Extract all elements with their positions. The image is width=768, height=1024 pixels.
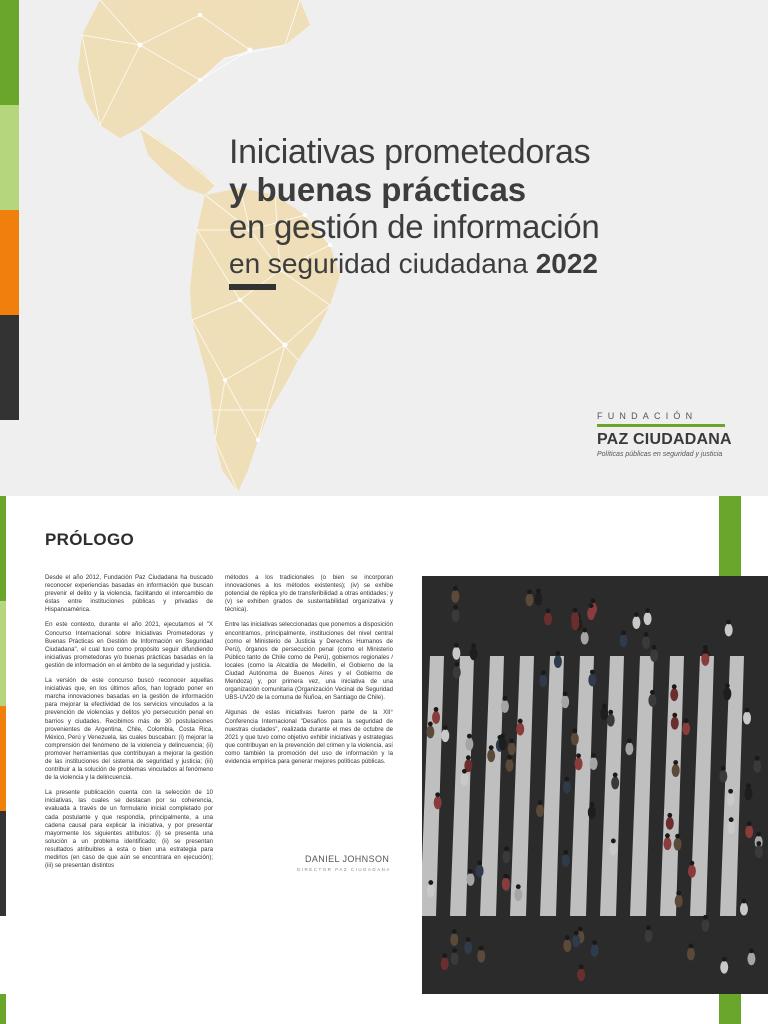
- paragraph: métodos a los tradicionales (o bien se incorporan innovaciones a los métodos existentes); (iv) se exhibe potencial de réplica y/o de transferibilidad a otras entidades; y (v) se exhiben grados de sustentabilidad organizativa y técnica).: [225, 574, 393, 614]
- logo-tagline: Políticas públicas en seguridad y justicia: [597, 451, 723, 458]
- title-line-4: [229, 246, 749, 282]
- page-strip-dark: [0, 811, 6, 916]
- title-line-1: Iniciativas prometedoras: [229, 133, 591, 171]
- signature-name: DANIEL JOHNSON: [305, 854, 390, 864]
- paragraph: La presente publicación cuenta con la selección de 10 iniciativas, las cuales se destacan por su coherencia, evaluada a través de un formulario inicial completado por cada postulante y que respondía, principalmente, a una cadena causal para explicar la iniciativa, y por presentar mayormente los siguientes atributos: (i) se presenta una solución a un problema identificado; (ii) se presentan resultados atribuibles a esta o bien una estrategia para medirlos (en caso de que aún se encontrara en ejecución); (iii) se presentan distintos: [45, 789, 213, 870]
- prologue-column-2: [225, 574, 393, 773]
- cover-stripe-light-green: [0, 105, 19, 210]
- paragraph: La versión de este concurso buscó reconocer aquellas iniciativas que, en los últimos años, han logrado poner en marcha innovaciones basadas en la gestión de información para mejorar la efectividad de los servicios vinculados a la prevención de violencias y delitos y/o persecución penal en barrios y ciudades. Recibimos más de 30 postulaciones provenientes de Argentina, Chile, Colombia, Costa Rica, México, Perú y Venezuela, las cuales buscaban: (i) mejorar la comprensión del fenómeno de la violencia y delincuencia; (ii) promover herramientas que contribuyan a mejorar la gestión de las instituciones del sistema de seguridad y justicia; (iii) contribuir a la solución de problemas vinculados al fenómeno de la violencia y la delincuencia.: [45, 677, 213, 782]
- title-underline: [229, 284, 276, 290]
- title-line-3: en gestión de información: [229, 208, 600, 245]
- cover-stripe-green: [0, 0, 19, 105]
- paragraph: Desde el año 2012, Fundación Paz Ciudadana ha buscado reconocer experiencias basadas en información que buscan prevenir el delito y la violencia, facilitando el intercambio de éstas entre instituciones públicas y privadas de Hispanoamérica.: [45, 574, 213, 614]
- logo-name: PAZ CIUDADANA: [597, 431, 732, 448]
- prologue-heading: PRÓLOGO: [45, 530, 134, 549]
- bottom-accent-bar-right: [719, 994, 741, 1024]
- paragraph: En este contexto, durante el año 2021, ejecutamos el "X Concurso Internacional sobre Iniciativas Prometedoras y Buenas Prácticas en Gestión de Información en Seguridad Ciudadana", el cual tuvo como propósito seguir difundiendo iniciativas prometedoras y/o buenas prácticas basadas en la gestión de información en el ámbito de la seguridad y justicia.: [45, 621, 213, 669]
- paragraph: Entre las iniciativas seleccionadas que ponemos a disposición encontramos, principalmente, instituciones del nivel central (como el Ministerio de Justicia y Derechos Humanos de Perú), órganos de persecución penal (como el Ministerio Público tanto de Chile como de Perú), gobiernos regionales / locales (como la Alcaldía de Medellín, el Gobierno de la Ciudad Autónoma de Buenos Aires y el Gobierno de Mendoza) y, por primera vez, una iniciativa de una organización comunitaria (Organización Vecinal de Seguridad UBS-UV20 de la comuna de Ñuñoa, en Santiago de Chile).: [225, 621, 394, 702]
- prologue-column-1: [45, 574, 213, 877]
- crosswalk-crowd-photo: [422, 576, 768, 994]
- paragraph: Algunas de estas iniciativas fueron parte de la XII° Conferencia Internacional "Desafíos para la seguridad de nuestras ciudades", realizada durante el mes de octubre de 2021 y que tuvo como objetivo exhibir iniciativas y estrategias que contribuyan en la prevención del crimen y la violencia, así como también la promoción del uso de información y la evidencia empírica para generar mejores políticas públicas.: [225, 709, 393, 765]
- bottom-accent-bar-left: [0, 994, 6, 1024]
- cover-stripe-dark: [0, 315, 19, 420]
- page-strip-green: [0, 496, 6, 601]
- cover-stripe-orange: [0, 210, 19, 315]
- logo-fundacion-text: FUNDACIÓN: [597, 411, 698, 421]
- title-year: 2022: [535, 248, 598, 279]
- cover-title: [229, 132, 749, 282]
- page-strip-light-green: [0, 601, 6, 706]
- crosswalk-crowd-photo-icon: [422, 576, 768, 994]
- cover-page: [0, 0, 768, 496]
- fundacion-logo: [597, 411, 732, 458]
- title-line-4-text: en seguridad ciudadana: [229, 248, 528, 279]
- logo-rule: [597, 424, 725, 427]
- page-strip-orange: [0, 706, 6, 811]
- title-line-2: y buenas prácticas: [229, 171, 527, 208]
- prologue-page: [0, 496, 768, 1024]
- signature-role: DIRECTOR PAZ CIUDADANA: [297, 867, 391, 872]
